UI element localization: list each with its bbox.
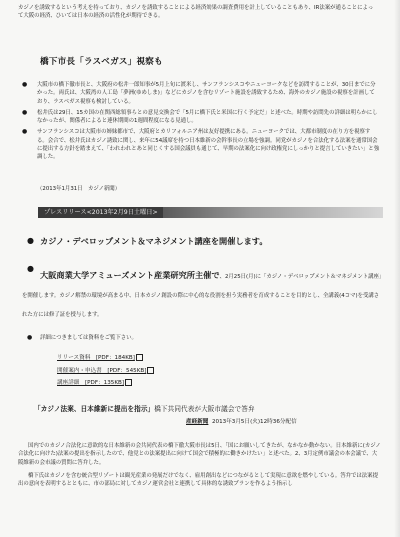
course-description: 、2月25日(月)に「カジノ・デベロップメント＆マネジメント講座」を開催します。カジノ解禁の環境が高まる中、日本カジノ創設の際に中心的な役割を担う実務者を育成することを目的とし、全講義(4コマ)を受講された方には修了証を授与します。 [22, 274, 382, 318]
course-host: 大阪商業大学アミューズメント産業研究所主催で [40, 270, 220, 280]
list-item [22, 334, 382, 342]
headline-rest: 橋下共同代表が大阪市議会で答弁 [154, 405, 255, 413]
details-note: 詳細につきましては資料をご覧下さい。 [40, 335, 137, 341]
bullet-icon: ● [27, 236, 34, 245]
release-pdf-link[interactable]: リリース資料 [PDF：184KB] [57, 352, 154, 365]
bullet-icon: ● [22, 81, 28, 88]
press-release-bar: プレスリリース<2013年2月9日土曜日> [38, 207, 169, 218]
headline-quote: 「カジノ法案、日本維新に提出を指示」 [34, 405, 155, 413]
course-announcement: カジノ・デベロップメント＆マネジメント講座を開催します。 [40, 236, 268, 246]
article-dateline [186, 417, 297, 425]
bullet-icon: ● [27, 334, 33, 341]
list-item [22, 235, 382, 247]
intro-paragraph: カジノを誘致するという考えを持っており、カジノを誘致することによる経済効果の調査費用を計上していることもあり、IR法案が通ることによって大阪の経済、ひいては日本の経済の活性化が期待できる。 [18, 5, 374, 19]
list-item [18, 109, 380, 126]
source-note: （2013年1月31日 カジノ新聞） [37, 186, 121, 192]
bullet-icon: ● [27, 264, 34, 273]
external-link-icon [147, 367, 154, 374]
article-headline [34, 403, 255, 413]
list-item [18, 128, 380, 161]
bullet-text: 松井氏は29日、15カ国の在関西総領事らとの意見交換会で「5月に橋下氏と米国に行く予定だ」と述べた。時期や訪問先の詳細は明らかにしなかったが、関係者によると連休期間の1週間程度になる見通し。 [37, 109, 378, 125]
list-item [18, 81, 380, 106]
external-link-icon [136, 354, 143, 361]
press-release-bar-fade [163, 207, 383, 218]
bullet-icon: ● [22, 108, 28, 116]
bullet-text: 大阪市の橋下徹市長と、大阪府の松井一郎知事が5月上旬に渡米し、サンフランシスコやニューヨークなどを訪問することが、30日までに分かった。両氏は、大阪湾の人工島「夢洲(ゆめしま)」などにカジノを含むリゾート施設を誘致するため、海外のカジノ施設の視察を計画しており、ラスベガス視察も検討している。 [37, 82, 376, 105]
article-date: 2013年3月5日(火)12時36分配信 [211, 419, 297, 425]
section1-bullets [18, 81, 380, 165]
section1-title: 橋下市長「ラスベガス」視察も [40, 57, 163, 67]
bullet-text: サンフランシスコは大阪市の姉妹都市で、大阪府とカリフォルニア州は友好提携にある。ニューヨークでは、大都市制度の在り方を視察する。会合で、松井氏はカジノ誘致に関し、来年に54議席を持つ日本維新の会幹事長の立場を強調。同党がカジノを合法化する法案を通常国会に提出する方針を踏まえて、「われわれとあと同じくする国会議員も通じて、早期の法案化に向け政権党にしっかりと提言していきたい」と強調した。 [37, 129, 380, 161]
scan-edge-shadow [394, 0, 400, 537]
article-paragraph: 国内でのカジノ合法化に意欲的な日本維新の会共同代表の橋下徹大阪市長は5日、「国にお願いしてきたが、なかなか動かない。日本維新に(カジノ合法化に向けた)法案の提出を指示したので、他党との法案提出に向けて国会で積極的に働きかけたい」と述べた。2、3月定例市議会の本会議で、大阪維新の会市議の質問に答弁した。 [18, 443, 381, 466]
article-body [18, 442, 382, 493]
pdf-links [57, 352, 154, 390]
list-item [22, 263, 382, 320]
article-paragraph: 橋下氏はカジノを含む統合型リゾートは観光産業の発展だけでなく、雇用創出などにつながるとして実現に意欲を燃やしている。答弁では法案提出の意向を表明するとともに、市の部局に対してカジノ運営会社と連携して具体的な誘致プランを作るよう指示し [18, 472, 378, 488]
application-pdf-link[interactable]: 開催案内・申込書 [PDF：545KB] [57, 365, 154, 378]
bullet-icon: ● [22, 128, 28, 136]
publisher-link[interactable]: 産経新聞 [186, 419, 209, 425]
course-details-pdf-link[interactable]: 講座詳細 [PDF：135KB] [57, 377, 154, 390]
external-link-icon [125, 379, 132, 386]
